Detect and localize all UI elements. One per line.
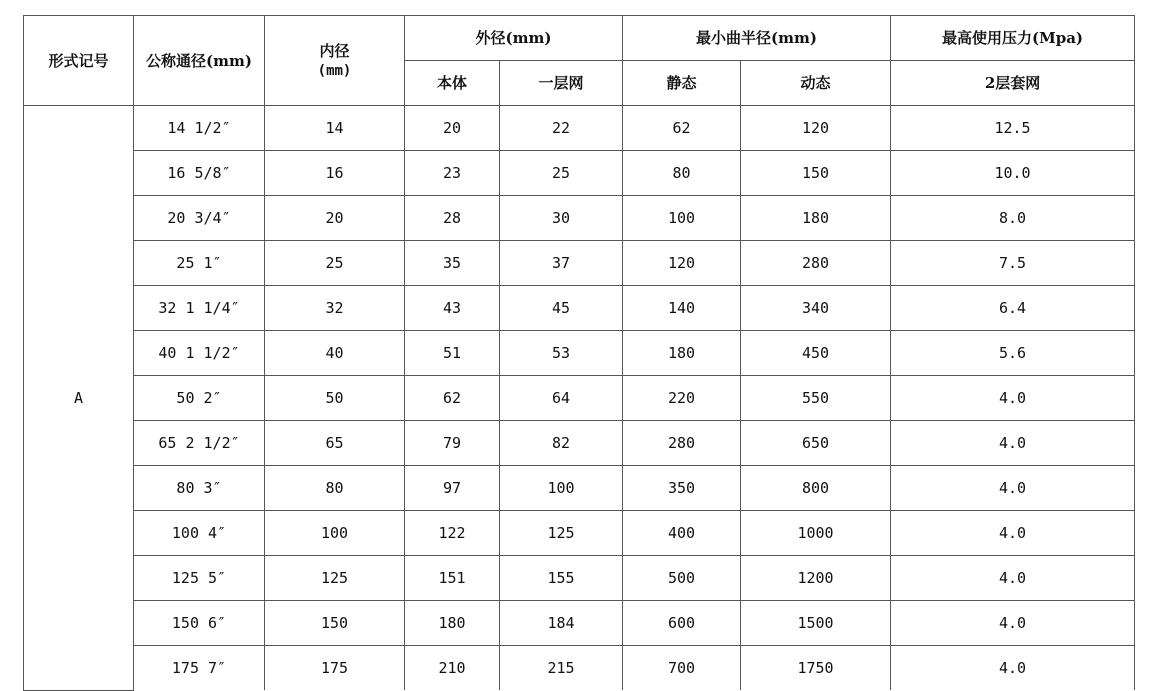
cell-nominal-diameter: 50 2″ (134, 376, 265, 421)
cell-bend-static: 220 (623, 376, 741, 421)
table-row (24, 556, 1135, 601)
cell-bend-dynamic: 1200 (741, 556, 891, 601)
cell-bend-dynamic: 340 (741, 286, 891, 331)
cell-bend-static: 120 (623, 241, 741, 286)
header-outer-body: 本体 (405, 61, 500, 106)
cell-nominal-diameter: 175 7″ (134, 646, 265, 691)
cell-inner-diameter: 25 (265, 241, 405, 286)
cell-outer-mesh: 184 (500, 601, 623, 646)
cell-max-pressure: 8.0 (891, 196, 1135, 241)
cell-outer-body: 20 (405, 106, 500, 151)
cell-max-pressure: 4.0 (891, 601, 1135, 646)
cell-bend-dynamic: 150 (741, 151, 891, 196)
cell-nominal-diameter: 16 5/8″ (134, 151, 265, 196)
table-row (24, 331, 1135, 376)
cell-outer-mesh: 25 (500, 151, 623, 196)
cell-bend-static: 700 (623, 646, 741, 691)
cell-bend-static: 400 (623, 511, 741, 556)
cell-max-pressure: 12.5 (891, 106, 1135, 151)
table-row (24, 646, 1135, 691)
cell-outer-body: 35 (405, 241, 500, 286)
table-row (24, 376, 1135, 421)
cell-bend-dynamic: 120 (741, 106, 891, 151)
table-row (24, 511, 1135, 556)
table-body (24, 106, 1135, 691)
cell-outer-mesh: 155 (500, 556, 623, 601)
cell-bend-dynamic: 1500 (741, 601, 891, 646)
cell-outer-body: 51 (405, 331, 500, 376)
header-inner-label: 内径 (319, 41, 350, 60)
cell-inner-diameter: 100 (265, 511, 405, 556)
cell-max-pressure: 10.0 (891, 151, 1135, 196)
header-bend-static: 静态 (623, 61, 741, 106)
cell-bend-dynamic: 650 (741, 421, 891, 466)
cell-inner-diameter: 65 (265, 421, 405, 466)
cell-bend-static: 350 (623, 466, 741, 511)
table-row (24, 196, 1135, 241)
cell-outer-body: 79 (405, 421, 500, 466)
cell-outer-mesh: 22 (500, 106, 623, 151)
cell-inner-diameter: 125 (265, 556, 405, 601)
cell-nominal-diameter: 32 1 1/4″ (134, 286, 265, 331)
cell-bend-dynamic: 450 (741, 331, 891, 376)
cell-outer-body: 97 (405, 466, 500, 511)
header-bend-dynamic: 动态 (741, 61, 891, 106)
cell-inner-diameter: 80 (265, 466, 405, 511)
cell-outer-body: 210 (405, 646, 500, 691)
cell-outer-mesh: 82 (500, 421, 623, 466)
header-row-1 (24, 16, 1135, 61)
cell-bend-static: 100 (623, 196, 741, 241)
table-header (24, 16, 1135, 106)
cell-max-pressure: 4.0 (891, 376, 1135, 421)
header-pressure-sub: 2层套网 (891, 61, 1135, 106)
cell-inner-diameter: 50 (265, 376, 405, 421)
cell-max-pressure: 4.0 (891, 511, 1135, 556)
cell-bend-dynamic: 180 (741, 196, 891, 241)
cell-outer-body: 23 (405, 151, 500, 196)
hose-spec-table (23, 15, 1135, 691)
cell-bend-dynamic: 550 (741, 376, 891, 421)
cell-inner-diameter: 32 (265, 286, 405, 331)
cell-outer-mesh: 30 (500, 196, 623, 241)
cell-inner-diameter: 40 (265, 331, 405, 376)
cell-outer-body: 122 (405, 511, 500, 556)
cell-bend-static: 80 (623, 151, 741, 196)
cell-inner-diameter: 175 (265, 646, 405, 691)
cell-nominal-diameter: 40 1 1/2″ (134, 331, 265, 376)
cell-nominal-diameter: 20 3/4″ (134, 196, 265, 241)
cell-max-pressure: 4.0 (891, 421, 1135, 466)
cell-nominal-diameter: 125 5″ (134, 556, 265, 601)
cell-max-pressure: 7.5 (891, 241, 1135, 286)
cell-nominal-diameter: 150 6″ (134, 601, 265, 646)
cell-max-pressure: 4.0 (891, 646, 1135, 691)
cell-outer-body: 28 (405, 196, 500, 241)
cell-type: A (24, 106, 134, 691)
table-row (24, 601, 1135, 646)
cell-inner-diameter: 20 (265, 196, 405, 241)
cell-bend-static: 62 (623, 106, 741, 151)
header-inner-unit: (mm) (317, 62, 352, 79)
cell-outer-body: 151 (405, 556, 500, 601)
cell-bend-static: 180 (623, 331, 741, 376)
cell-outer-mesh: 53 (500, 331, 623, 376)
cell-outer-mesh: 215 (500, 646, 623, 691)
header-outer-diameter: 外径(mm) (405, 16, 623, 61)
cell-bend-dynamic: 1750 (741, 646, 891, 691)
cell-nominal-diameter: 65 2 1/2″ (134, 421, 265, 466)
cell-max-pressure: 4.0 (891, 466, 1135, 511)
cell-bend-dynamic: 280 (741, 241, 891, 286)
cell-inner-diameter: 14 (265, 106, 405, 151)
cell-bend-dynamic: 800 (741, 466, 891, 511)
header-nominal-diameter: 公称通径(mm) (134, 16, 265, 106)
cell-inner-diameter: 16 (265, 151, 405, 196)
cell-max-pressure: 5.6 (891, 331, 1135, 376)
cell-outer-body: 62 (405, 376, 500, 421)
cell-outer-mesh: 100 (500, 466, 623, 511)
cell-outer-mesh: 64 (500, 376, 623, 421)
cell-nominal-diameter: 80 3″ (134, 466, 265, 511)
cell-nominal-diameter: 25 1″ (134, 241, 265, 286)
cell-nominal-diameter: 14 1/2″ (134, 106, 265, 151)
table-row (24, 241, 1135, 286)
cell-outer-body: 43 (405, 286, 500, 331)
cell-max-pressure: 4.0 (891, 556, 1135, 601)
header-inner-diameter (265, 16, 405, 106)
table-row (24, 421, 1135, 466)
cell-bend-static: 600 (623, 601, 741, 646)
cell-bend-dynamic: 1000 (741, 511, 891, 556)
cell-bend-static: 140 (623, 286, 741, 331)
cell-outer-mesh: 45 (500, 286, 623, 331)
table-row (24, 151, 1135, 196)
cell-nominal-diameter: 100 4″ (134, 511, 265, 556)
cell-outer-mesh: 37 (500, 241, 623, 286)
header-max-pressure: 最高使用压力(Mpa) (891, 16, 1135, 61)
table-row (24, 286, 1135, 331)
cell-inner-diameter: 150 (265, 601, 405, 646)
header-outer-mesh: 一层网 (500, 61, 623, 106)
cell-outer-body: 180 (405, 601, 500, 646)
table-row (24, 466, 1135, 511)
cell-outer-mesh: 125 (500, 511, 623, 556)
cell-bend-static: 280 (623, 421, 741, 466)
table-row (24, 106, 1135, 151)
cell-max-pressure: 6.4 (891, 286, 1135, 331)
header-type: 形式记号 (24, 16, 134, 106)
header-min-bend-radius: 最小曲半径(mm) (623, 16, 891, 61)
cell-bend-static: 500 (623, 556, 741, 601)
